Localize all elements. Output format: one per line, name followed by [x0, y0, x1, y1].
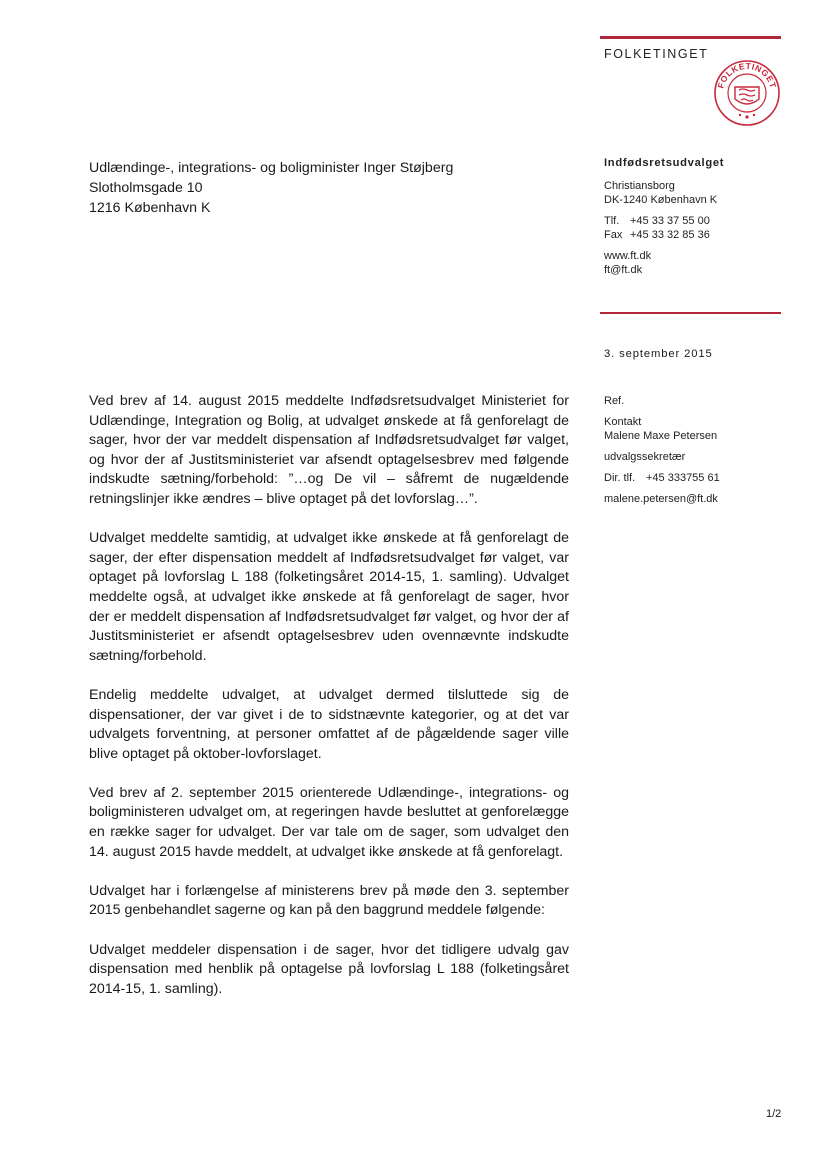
letter-body [89, 392, 569, 1019]
sender-address-line: Christiansborg [604, 180, 675, 192]
sender-rule [600, 312, 781, 314]
letter-date: 3. september 2015 [604, 348, 713, 360]
fax-number: +45 33 32 85 36 [630, 229, 710, 241]
dir-phone-number: +45 333755 61 [646, 472, 720, 484]
page-number: 1/2 [766, 1108, 782, 1120]
body-paragraph: Udvalget meddelte samtidig, at udvalget ikke ønskede at få genforelagt de sager, der efter dispensation meddelt af Indfødsretsudvalget før valget, var optaget på lovforslag L 188 (folketingsåret 2014-15, 1. samling). Udvalget meddelte også, at udvalget ikke ønskede at få genforelagt de sager, hvor der er meddelt dispensation af Indfødsretsudvalget før valget, og hvor der af Justitsministeriet er afsendt optagelsesbrev uden ovennævnte indskudte sætning/forbehold. [89, 530, 569, 664]
recipient-street: Slotholmsgade 10 [89, 180, 203, 196]
brand-name: FOLKETINGET [604, 47, 709, 61]
sender-email-link[interactable]: ft@ft.dk [604, 264, 643, 276]
phone-number: +45 33 37 55 00 [630, 215, 710, 227]
contact-title: udvalgssekretær [604, 451, 686, 463]
header-rule [600, 36, 781, 39]
body-paragraph: Endelig meddelte udvalget, at udvalget dermed tilsluttede sig de dispensationer, der var givet i de to sidstnævnte kategorier, og at det var udvalgets forventning, at personer omfattet af de pågældende sager ville blive optaget på oktober-lovforslaget. [89, 686, 569, 762]
phone-label: Tlf. [604, 215, 620, 227]
svg-text:FOLKETINGET [716, 61, 779, 90]
contact-email-link[interactable]: malene.petersen@ft.dk [604, 493, 718, 505]
sender-address-line: DK-1240 København K [604, 194, 718, 206]
body-paragraph: Udvalget har i forlængelse af ministerens brev på møde den 3. september 2015 genbehandlet sagerne og kan på den baggrund meddele følgende: [89, 882, 569, 919]
sender-org: Indfødsretsudvalget [604, 157, 725, 169]
ref-label: Ref. [604, 395, 625, 407]
folketinget-seal-icon [713, 59, 781, 127]
contact-label: Kontakt [604, 416, 642, 428]
seal-text: FOLKETINGET [715, 60, 779, 90]
contact-phone [604, 471, 720, 485]
dir-phone-label: Dir. tlf. [604, 472, 636, 484]
sender-phone [604, 214, 724, 228]
recipient-name: Udlændinge-, integrations- og boligminister Inger Støjberg [89, 160, 454, 176]
sender-web-link[interactable]: www.ft.dk [604, 250, 652, 262]
body-paragraph: Ved brev af 2. september 2015 orienterede Udlændinge-, integrations- og boligministeren udvalget om, at regeringen havde besluttet at genforelægge en række sager for udvalget. Der var tale om de sager, som udvalget den 14. august 2015 havde meddelt, at udvalget ikke ønskede at få genforelagt. [89, 784, 569, 860]
sender-block [604, 156, 724, 277]
body-paragraph: Ved brev af 14. august 2015 meddelte Indfødsretsudvalget Ministeriet for Udlændinge, Integration og Bolig, at udvalget ønskede at få genforelagt de sager, hvor der var meddelt dispensation af Indfødsretsudvalget før valget, og hvor der af Justitsministeriet var afsendt optagelsesbrev med følgende indskudte sætning/forbehold: ”…og De vil – såfremt de nugældende retningslinjer ikke ændres – blive optaget på det lovforslag…”. [89, 393, 569, 507]
reference-block [604, 394, 720, 506]
sender-fax [604, 228, 724, 242]
contact-name: Malene Maxe Petersen [604, 430, 718, 442]
recipient-city: 1216 København K [89, 200, 211, 216]
fax-label: Fax [604, 229, 623, 241]
body-paragraph: Udvalget meddeler dispensation i de sager, hvor det tidligere udvalg gav dispensation med henblik på optagelse på lovforslag L 188 (folketingsåret 2014-15, 1. samling). [89, 941, 569, 997]
recipient-address [89, 158, 453, 218]
